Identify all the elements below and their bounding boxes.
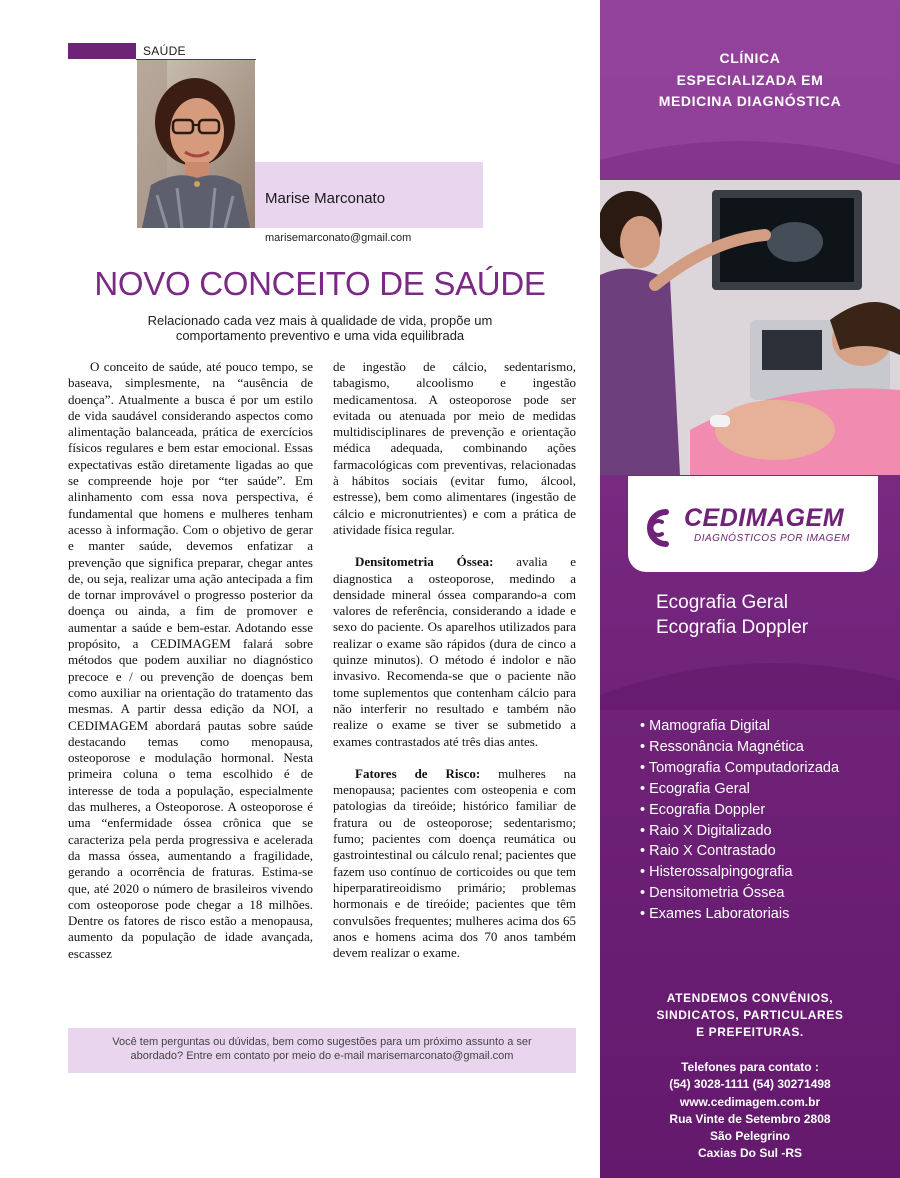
service-item: • Ecografia Doppler: [640, 800, 839, 821]
service-item: • Exames Laboratoriais: [640, 904, 839, 925]
contact-note-line-2: abordado? Entre em contato por meio do e-mail marisemarconato@gmail.com: [130, 1050, 514, 1062]
subtitle-line-2: comportamento preventivo e uma vida equilibrada: [175, 328, 465, 343]
convenios-line-1: ATENDEMOS CONVÊNIOS,: [666, 991, 834, 1005]
address-city: Caxias Do Sul -RS: [697, 1146, 803, 1161]
address-street: Rua Vinte de Setembro 2808: [669, 1111, 831, 1126]
cedimagem-logo-card: [628, 476, 878, 572]
cedimagem-ad: [600, 0, 900, 1178]
service-item: • Mamografia Digital: [640, 716, 839, 737]
service-item: • Histerossalpingografia: [640, 862, 839, 883]
service-item: • Raio X Contrastado: [640, 841, 839, 862]
ad-heading: [600, 48, 900, 113]
phones-label: Telefones para contato :: [681, 1060, 819, 1074]
ad-heading-line-1: CLÍNICA: [719, 50, 781, 66]
author-name: Marise Marconato: [265, 190, 386, 207]
contact-note-line-1: Você tem perguntas ou dúvidas, bem como sugestões para um próximo assunto a ser: [112, 1036, 532, 1048]
featured-service: Ecografia Geral: [656, 592, 789, 613]
paragraph-body: mulheres na menopausa; pacientes com osteopenia e com patologias da tireóide; histórico familiar de fratura ou de osteoporose; sedentarismo; fumo; pacientes com doença reumática ou gastrointestinal ou cálculo renal; pacientes que fazem uso contínuo de corticoides ou que tem hiperparatireoidismo primário; problemas hormonais e de tireóide; pacientes que têm convulsões frequentes; mulheres acima dos 65 anos e homens acima dos 70 anos também devem realizar o exame.: [333, 765, 576, 961]
cedimagem-logo-icon: [642, 508, 678, 548]
article-title: NOVO CONCEITO DE SAÚDE: [94, 265, 546, 302]
contact-note: [78, 1035, 566, 1063]
article-paragraph: de ingestão de cálcio, sedentarismo, tabagismo, alcoolismo e ingestão medicamentosa. A osteoporose pode ser evitada ou atenuada por meio de medidas multidisciplinares de prevenção e orientação médica adequada, combinando ações farmacológicas com preventivas, relacionadas à hábitos sociais (evitar fumo, álcool, estresse), bem como alimentares (ingestão de cálcio e micronutrientes) e com a prática de atividade física regular.: [333, 359, 576, 537]
phone-numbers[interactable]: (54) 3028-1111 (54) 30271498: [669, 1077, 831, 1092]
service-item: • Tomografia Computadorizada: [640, 758, 839, 779]
ad-wave-shape: [600, 650, 900, 710]
article-column-right: [333, 359, 576, 961]
author-email[interactable]: marisemarconato@gmail.com: [265, 232, 412, 244]
paragraph-heading: Fatores de Risco:: [355, 765, 481, 781]
author-name-box: [255, 162, 483, 228]
ultrasound-photo: [600, 180, 900, 475]
featured-services: [656, 590, 808, 640]
ad-heading-line-2: ESPECIALIZADA EM: [676, 71, 824, 88]
section-color-bar: [68, 43, 136, 59]
convenios-notice: [600, 990, 900, 1041]
convenios-line-3: E PREFEITURAS.: [696, 1025, 804, 1039]
featured-service: Ecografia Doppler: [656, 617, 809, 638]
article-paragraph: O conceito de saúde, até pouco tempo, se baseava, simplesmente, na “ausência de doença”. Atualmente a busca é por um estilo de vida saudável considerando aspectos como alimentação balanceada, prática de exercícios físicos regulares e bem estar emocional. Essas expectativas estão diretamente ligadas ao que se compreende hoje por “ter saúde”. Em alinhamento com essa nova perspectiva, é fundamental que homens e mulheres tenham acesso à informação. Com o objetivo de gerar e manter saúde, devemos enfatizar a prevenção que significa preparar, chegar antes de, ou seja, realizar uma ação antecipada a fim de tornar improvável o progresso posterior da doença ou ainda, a fim de promover e aumentar a saúde e bem-estar. Adotando esse propósito, a CEDIMAGEM falará sobre métodos que podem auxiliar no diagnóstico precoce e / ou prevenção de doenças bem como auxiliar na orientação do tratamento das mesmas. A partir dessa edição da NOI, a CEDIMAGEM abordará pautas sobre saúde destacando temas como menopausa, osteoporose e modulação hormonal. Nesta primeira coluna o tema escolhido é de interesse de toda a população, especialmente das mulheres, a Osteoporose. A osteoporose é uma “enfermidade óssea crônica que se caracteriza pela perda progressiva e acelerada da massa óssea, aumentando a fragilidade, gerando a ocorrência de fraturas. Estima-se que, até 2020 o número de brasileiros vivendo com osteoporose pode chegar a 18 milhões. Dentre os fatores de risco estão a menopausa, aumento da população de idade avançada, escassez: [68, 359, 313, 961]
convenios-line-2: SINDICATOS, PARTICULARES: [656, 1008, 844, 1022]
address-district: São Pelegrino: [709, 1129, 791, 1144]
paragraph-body: avalia e diagnostica a osteoporose, medindo a densidade mineral óssea comparando-a com valores de referência, considerando a idade e sexo do paciente. Os aparelhos utilizados para realizar o exame são rápidos (dura de cinco a quinze minutos). O método é indolor e não invasivo. Recomenda-se que o paciente não tome suplementos que contenham cálcio para não interferir no resultado e também não realize o exame se tiver se submetido a exames contrastados até três dias antes.: [333, 554, 576, 749]
service-item: • Densitometria Óssea: [640, 883, 839, 904]
author-photo: [137, 60, 255, 228]
service-item: • Raio X Digitalizado: [640, 821, 839, 842]
brand-name: CEDIMAGEM: [684, 504, 845, 532]
service-item: • Ressonância Magnética: [640, 737, 839, 758]
website-link[interactable]: www.cedimagem.com.br: [679, 1094, 821, 1109]
section-label: SAÚDE: [143, 44, 186, 58]
service-item: • Ecografia Geral: [640, 779, 839, 800]
article-column-left: [68, 359, 313, 962]
article-subtitle: [80, 313, 560, 343]
paragraph-heading: Densitometria Óssea:: [355, 554, 494, 570]
ad-contact-info: [600, 1059, 900, 1163]
article-paragraph-densitometria: [333, 554, 576, 750]
article-paragraph-fatores: [333, 766, 576, 962]
subtitle-line-1: Relacionado cada vez mais à qualidade de vida, propõe um: [147, 313, 493, 328]
contact-note-box: [68, 1028, 576, 1073]
services-list: [640, 716, 839, 925]
brand-tagline: DIAGNÓSTICOS POR IMAGEM: [694, 533, 850, 544]
ad-heading-line-3: MEDICINA DIAGNÓSTICA: [658, 93, 842, 109]
